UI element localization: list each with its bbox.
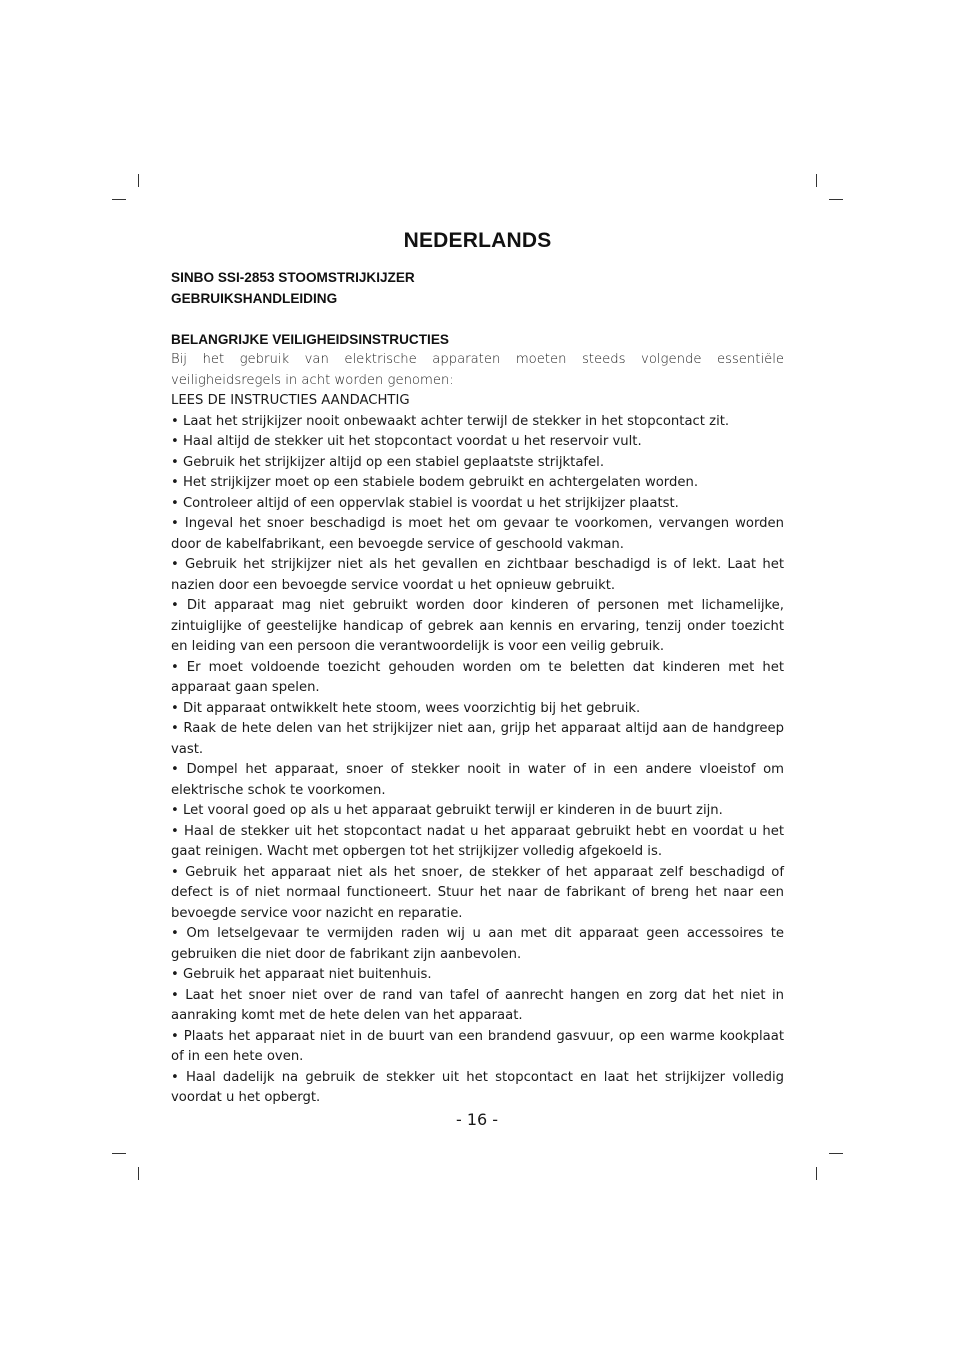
list-item: • Gebruik het strijkijzer altijd op een stabiel geplaatste strijktafel. (171, 454, 605, 470)
crop-mark-bottom-right-horizontal (829, 1153, 843, 1154)
list-item: • Let vooral goed op als u het apparaat gebruikt terwijl er kinderen in de buurt zijn. (171, 803, 723, 818)
page-title: NEDERLANDS (403, 229, 552, 252)
list-item: • Haal dadelijk na gebruik de stekker uit het stopcontact en laat het strijkijzer volledig voordat u het opbergt. (171, 1069, 784, 1105)
list-item: • Er moet voldoende toezicht gehouden worden om te beletten dat kinderen met het apparaat gaan spelen. (171, 659, 784, 695)
list-item: • Ingeval het snoer beschadigd is moet het om gevaar te voorkomen, vervangen worden door de kabelfabrikant, een bevoegde service of geschoold vakman. (171, 516, 784, 552)
list-item: • Haal de stekker uit het stopcontact nadat u het apparaat gebruikt hebt en voordat u het gaat reinigen. Wacht met opbergen tot het strijkijzer volledig afgekoeld is. (171, 823, 784, 859)
page-content (171, 226, 784, 1109)
intro-paragraph: Bij het gebruik van elektrische apparaten moeten steeds volgende essentiële veiligheidsregels in acht worden genomen: (171, 352, 784, 388)
list-item: • Controleer altijd of een oppervlak stabiel is voordat u het strijkijzer plaatst. (171, 495, 679, 511)
list-item: • Laat het snoer niet over de rand van tafel of aanrecht hangen en zorg dat het niet in aanraking komt met de hete delen van het apparaat. (171, 987, 784, 1023)
page-number: - 16 - (455, 1110, 499, 1129)
crop-mark-bottom-left-vertical (138, 1167, 139, 1180)
crop-mark-top-left-vertical (138, 174, 139, 187)
crop-mark-top-right-horizontal (829, 199, 843, 200)
list-item: • Raak de hete delen van het strijkijzer niet aan, grijp het apparaat altijd aan de handgreep vast. (171, 721, 784, 757)
section-spacer (171, 309, 784, 330)
read-instructions-line: LEES DE INSTRUCTIES AANDACHTIG (171, 393, 410, 408)
list-item: • Laat het strijkijzer nooit onbewaakt achter terwijl de stekker in het stopcontact zit. (171, 413, 730, 429)
safety-instructions-list (171, 412, 784, 1109)
crop-mark-bottom-left-horizontal (112, 1153, 126, 1154)
crop-mark-bottom-right-vertical (816, 1167, 817, 1180)
list-item: • Haal altijd de stekker uit het stopcontact voordat u het reservoir vult. (171, 434, 642, 449)
safety-heading: BELANGRIJKE VEILIGHEIDSINSTRUCTIES (171, 331, 449, 347)
list-item: • Gebruik het apparaat niet buitenhuis. (171, 967, 432, 982)
product-heading: SINBO SSI-2853 STOOMSTRIJKIJZER (171, 270, 415, 285)
list-item: • Gebruik het strijkijzer niet als het gevallen en zichtbaar beschadigd is of lekt. Laat het nazien door een bevoegde service voordat u het opnieuw gebruikt. (171, 557, 784, 593)
list-item: • Dit apparaat mag niet gebruikt worden door kinderen of personen met lichamelijke, zintuiglijke of geestelijke handicap of gebrek aan kennis en ervaring, tenzij onder toezicht en leiding van een persoon die verantwoordelijk is voor een veilig gebruik. (171, 598, 784, 654)
crop-mark-top-left-horizontal (112, 199, 126, 200)
list-item: • Dit apparaat ontwikkelt hete stoom, wees voorzichtig bij het gebruik. (171, 700, 641, 716)
list-item: • Om letselgevaar te vermijden raden wij u aan met dit apparaat geen accessoires te gebruiken die niet door de fabrikant zijn aanbevolen. (171, 926, 784, 962)
crop-mark-top-right-vertical (816, 174, 817, 187)
list-item: • Plaats het apparaat niet in de buurt van een brandend gasvuur, op een warme kookplaat of in een hete oven. (171, 1028, 784, 1064)
list-item: • Gebruik het apparaat niet als het snoer, de stekker of het apparaat zelf beschadigd of defect is of niet normaal functioneert. Stuur het naar de fabrikant of breng het naar een bevoegde service voor nazicht en reparatie. (171, 864, 784, 921)
manual-heading: GEBRUIKSHANDLEIDING (171, 290, 338, 306)
list-item: • Het strijkijzer moet op een stabiele bodem gebruikt en achtergelaten worden. (171, 475, 699, 490)
list-item: • Dompel het apparaat, snoer of stekker nooit in water of in een andere vloeistof om elektrische schok te voorkomen. (171, 762, 784, 798)
